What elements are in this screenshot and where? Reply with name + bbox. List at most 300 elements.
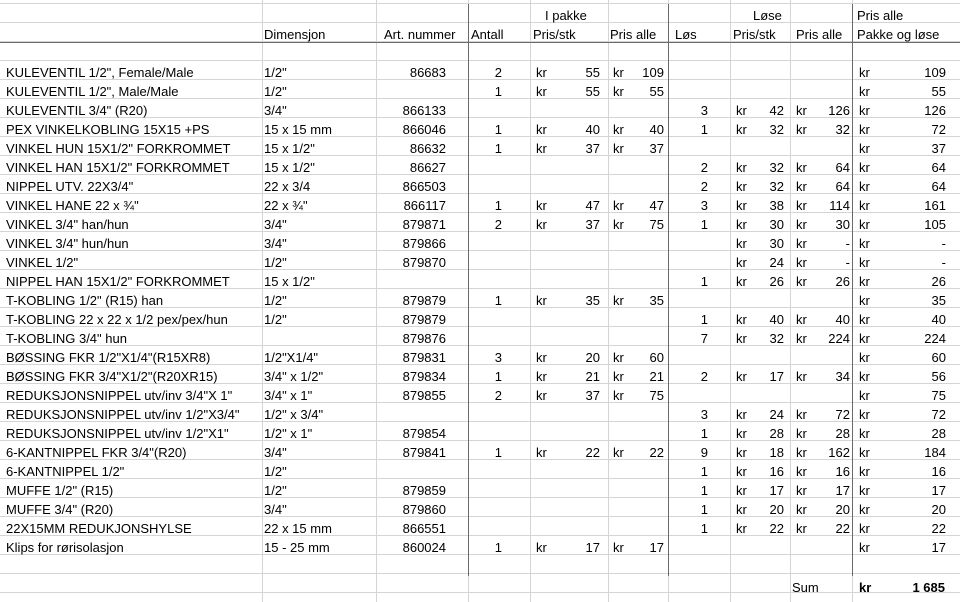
cell-pstk: 22 — [585, 445, 600, 460]
cell-los — [672, 291, 708, 310]
cell-lstk: 38 — [769, 198, 784, 213]
cell-dim: 22 x 15 mm — [264, 521, 332, 536]
cell-pstk — [560, 500, 600, 519]
cell-lalle: 20 — [835, 502, 850, 517]
cell-kr1 — [536, 329, 558, 348]
cell-name: BØSSING FKR 3/4"X1/2"(R20XR15) — [6, 369, 218, 384]
cell-lstk — [760, 63, 784, 82]
cell-total: 20 — [931, 502, 946, 517]
cell-name: KULEVENTIL 3/4" (R20) — [6, 103, 148, 118]
cell-krt: kr — [859, 217, 870, 232]
cell-lalle: 126 — [828, 103, 850, 118]
cell-palle — [636, 424, 664, 443]
cell-total: 17 — [931, 540, 946, 555]
cell-lstk: 32 — [769, 122, 784, 137]
cell-lstk — [760, 139, 784, 158]
cell-lalle: 64 — [835, 179, 850, 194]
cell-los — [672, 348, 708, 367]
cell-dim: 1/2" — [264, 312, 287, 327]
cell-palle: 22 — [649, 445, 664, 460]
cell-los: 1 — [700, 312, 708, 327]
cell-dim: 15 - 25 mm — [264, 540, 330, 555]
cell-kr4: kr — [796, 521, 807, 536]
cell-antall: 2 — [494, 217, 502, 232]
cell-kr3: kr — [736, 274, 747, 289]
cell-krt: kr — [859, 369, 870, 384]
grid-hline — [0, 22, 960, 23]
cell-pstk: 37 — [585, 217, 600, 232]
cell-pstk — [560, 234, 600, 253]
cell-kr3: kr — [736, 103, 747, 118]
cell-pstk — [560, 101, 600, 120]
cell-antall — [472, 424, 502, 443]
cell-art: 879841 — [402, 445, 446, 460]
cell-krt: kr — [859, 483, 870, 498]
cell-los — [672, 82, 708, 101]
cell-kr2 — [613, 101, 635, 120]
cell-kr2 — [613, 405, 635, 424]
cell-lstk — [760, 348, 784, 367]
cell-lstk: 42 — [769, 103, 784, 118]
cell-antall: 1 — [494, 84, 502, 99]
cell-total: 55 — [931, 84, 946, 99]
table-row — [0, 367, 960, 386]
table-row — [0, 481, 960, 500]
cell-kr3: kr — [736, 217, 747, 232]
cell-art: 879871 — [402, 217, 446, 232]
cell-kr3: kr — [736, 179, 747, 194]
cell-name: VINKEL HAN 15X1/2" FORKROMMET — [6, 160, 230, 175]
cell-kr3: kr — [736, 521, 747, 536]
cell-kr2: kr — [613, 122, 624, 137]
cell-dim: 1/2" x 1" — [264, 426, 313, 441]
cell-art: 879859 — [402, 483, 446, 498]
cell-kr1: kr — [536, 293, 547, 308]
cell-kr4: kr — [796, 274, 807, 289]
cell-name: KULEVENTIL 1/2", Male/Male — [6, 84, 179, 99]
cell-krt: kr — [859, 103, 870, 118]
cell-pstk — [560, 424, 600, 443]
cell-lalle — [820, 538, 850, 557]
cell-pstk: 21 — [585, 369, 600, 384]
cell-art: 86627 — [409, 160, 446, 175]
cell-krt: kr — [859, 293, 870, 308]
cell-kr1 — [536, 234, 558, 253]
cell-name: 6-KANTNIPPEL FKR 3/4"(R20) — [6, 445, 187, 460]
cell-kr1: kr — [536, 122, 547, 137]
cell-krt: kr — [859, 426, 870, 441]
cell-lalle: 28 — [835, 426, 850, 441]
cell-total: 56 — [931, 369, 946, 384]
cell-pstk: 47 — [585, 198, 600, 213]
cell-palle: 60 — [649, 350, 664, 365]
cell-dim: 1/2"X1/4" — [264, 350, 319, 365]
cell-kr2 — [613, 519, 635, 538]
cell-los: 1 — [700, 521, 708, 536]
table-row — [0, 101, 960, 120]
cell-dim: 1/2" — [264, 464, 287, 479]
header-art-nummer: Art. nummer — [384, 27, 456, 42]
cell-total: 40 — [931, 312, 946, 327]
cell-kr1: kr — [536, 65, 547, 80]
cell-kr1 — [536, 177, 558, 196]
cell-los: 1 — [700, 464, 708, 479]
cell-kr4: kr — [796, 369, 807, 384]
cell-pstk — [560, 462, 600, 481]
cell-dim: 1/2" — [264, 255, 287, 270]
cell-kr3: kr — [736, 407, 747, 422]
cell-krt: kr — [859, 122, 870, 137]
cell-pstk: 37 — [585, 141, 600, 156]
cell-dim: 3/4" x 1/2" — [264, 369, 324, 384]
cell-lalle: 72 — [835, 407, 850, 422]
cell-kr4: kr — [796, 255, 807, 270]
cell-palle: 75 — [649, 388, 664, 403]
cell-antall: 1 — [494, 141, 502, 156]
table-row — [0, 177, 960, 196]
cell-palle: 75 — [649, 217, 664, 232]
cell-kr1: kr — [536, 388, 547, 403]
table-row — [0, 386, 960, 405]
cell-kr4: kr — [796, 502, 807, 517]
cell-los — [672, 538, 708, 557]
cell-lalle — [820, 386, 850, 405]
cell-kr1 — [536, 500, 558, 519]
cell-dim — [264, 329, 374, 348]
cell-name: T-KOBLING 22 x 22 x 1/2 pex/pex/hun — [6, 312, 228, 327]
cell-krt: kr — [859, 407, 870, 422]
cell-lstk: 26 — [769, 274, 784, 289]
cell-kr1: kr — [536, 350, 547, 365]
cell-total: 109 — [924, 65, 946, 80]
table-row — [0, 405, 960, 424]
cell-kr3: kr — [736, 502, 747, 517]
cell-kr1 — [536, 481, 558, 500]
cell-name: REDUKSJONSNIPPEL utv/inv 1/2"X1" — [6, 426, 229, 441]
cell-lalle: 114 — [829, 198, 850, 213]
cell-kr4: kr — [796, 331, 807, 346]
cell-dim: 1/2" — [264, 84, 287, 99]
cell-antall — [472, 234, 502, 253]
cell-kr2 — [613, 272, 635, 291]
cell-lstk: 22 — [769, 521, 784, 536]
cell-total: 72 — [931, 122, 946, 137]
cell-dim: 1/2" — [264, 483, 287, 498]
cell-palle — [636, 519, 664, 538]
cell-kr3 — [736, 538, 758, 557]
cell-los: 3 — [700, 103, 708, 118]
grid-hline — [0, 60, 960, 61]
table-row — [0, 329, 960, 348]
cell-kr3: kr — [736, 464, 747, 479]
table-row — [0, 272, 960, 291]
cell-art: 860024 — [402, 540, 446, 555]
cell-kr1 — [536, 310, 558, 329]
cell-lstk: 24 — [769, 255, 784, 270]
cell-lstk: 28 — [769, 426, 784, 441]
header-pakke-og-lose: Pakke og løse — [857, 27, 940, 42]
cell-art — [380, 405, 446, 424]
cell-los: 1 — [700, 426, 708, 441]
cell-pstk — [560, 158, 600, 177]
cell-kr4: kr — [796, 464, 807, 479]
cell-lalle: 22 — [835, 521, 850, 536]
cell-art: 86632 — [409, 141, 446, 156]
cell-krt: kr — [859, 502, 870, 517]
cell-lstk: 30 — [769, 217, 784, 232]
cell-total: 184 — [924, 445, 946, 460]
cell-kr2: kr — [613, 217, 624, 232]
cell-antall: 3 — [494, 350, 502, 365]
cell-antall: 1 — [494, 122, 502, 137]
cell-kr2: kr — [613, 141, 624, 156]
cell-antall: 1 — [494, 293, 502, 308]
table-row — [0, 63, 960, 82]
cell-antall: 2 — [494, 388, 502, 403]
cell-kr3: kr — [736, 445, 747, 460]
cell-dim: 1/2" x 3/4" — [264, 407, 324, 422]
cell-kr3 — [736, 82, 758, 101]
table-row — [0, 82, 960, 101]
cell-kr4 — [796, 348, 818, 367]
cell-antall — [472, 500, 502, 519]
cell-kr4: kr — [796, 407, 807, 422]
cell-dim: 3/4" — [264, 103, 287, 118]
cell-total: 26 — [931, 274, 946, 289]
table-row — [0, 158, 960, 177]
cell-krt: kr — [859, 331, 870, 346]
cell-total: 60 — [931, 350, 946, 365]
cell-palle: 21 — [649, 369, 664, 384]
cell-total: - — [941, 255, 946, 270]
cell-kr2 — [613, 234, 635, 253]
cell-antall — [472, 481, 502, 500]
cell-dim: 1/2" — [264, 293, 287, 308]
cell-total: 105 — [924, 217, 946, 232]
cell-lalle: 30 — [835, 217, 850, 232]
table-row — [0, 462, 960, 481]
cell-los — [672, 63, 708, 82]
cell-kr3: kr — [736, 255, 747, 270]
cell-antall: 1 — [494, 198, 502, 213]
cell-dim: 3/4" — [264, 217, 287, 232]
cell-antall: 1 — [494, 369, 502, 384]
cell-kr2 — [613, 329, 635, 348]
cell-antall — [472, 158, 502, 177]
cell-palle — [636, 177, 664, 196]
cell-kr4 — [796, 386, 818, 405]
cell-lalle: 17 — [835, 483, 850, 498]
cell-kr2: kr — [613, 84, 624, 99]
cell-palle — [636, 101, 664, 120]
header-los: Løs — [675, 27, 697, 42]
cell-los: 1 — [700, 122, 708, 137]
cell-kr1 — [536, 253, 558, 272]
cell-kr1 — [536, 424, 558, 443]
cell-krt: kr — [859, 65, 870, 80]
sum-kr: kr — [859, 580, 872, 595]
cell-los — [672, 234, 708, 253]
cell-lalle — [820, 63, 850, 82]
cell-kr2 — [613, 481, 635, 500]
cell-name: NIPPEL HAN 15X1/2" FORKROMMET — [6, 274, 230, 289]
cell-kr1 — [536, 101, 558, 120]
cell-art: 879866 — [402, 236, 446, 251]
cell-art: 866133 — [402, 103, 446, 118]
cell-lstk — [760, 291, 784, 310]
cell-pstk — [560, 519, 600, 538]
cell-lalle: - — [845, 255, 850, 270]
cell-kr2 — [613, 500, 635, 519]
cell-los: 9 — [700, 445, 708, 460]
cell-dim: 3/4" — [264, 236, 287, 251]
cell-total: - — [941, 236, 946, 251]
cell-palle — [636, 462, 664, 481]
table-row — [0, 310, 960, 329]
cell-lstk — [760, 82, 784, 101]
cell-kr2: kr — [613, 369, 624, 384]
cell-kr4 — [796, 63, 818, 82]
cell-kr2 — [613, 253, 635, 272]
cell-total: 126 — [924, 103, 946, 118]
cell-los: 7 — [700, 331, 708, 346]
cell-name: Klips for rørisolasjon — [6, 540, 124, 555]
cell-art: 879870 — [402, 255, 446, 270]
cell-krt: kr — [859, 198, 870, 213]
table-row — [0, 234, 960, 253]
cell-palle: 55 — [649, 84, 664, 99]
cell-palle: 109 — [642, 65, 664, 80]
cell-palle — [636, 500, 664, 519]
cell-kr2: kr — [613, 198, 624, 213]
cell-lalle — [820, 82, 850, 101]
cell-los — [672, 139, 708, 158]
cell-total: 161 — [924, 198, 946, 213]
cell-antall — [472, 462, 502, 481]
cell-lstk — [760, 538, 784, 557]
cell-los: 1 — [700, 502, 708, 517]
cell-name: VINKEL 3/4" hun/hun — [6, 236, 129, 251]
table-row — [0, 120, 960, 139]
cell-los: 3 — [700, 198, 708, 213]
cell-name: MUFFE 1/2" (R15) — [6, 483, 114, 498]
cell-palle — [636, 158, 664, 177]
cell-name: VINKEL HUN 15X1/2" FORKROMMET — [6, 141, 231, 156]
cell-palle: 35 — [649, 293, 664, 308]
cell-kr3: kr — [736, 122, 747, 137]
header-group-prisalle: Pris alle — [857, 8, 904, 23]
cell-kr1: kr — [536, 141, 547, 156]
cell-antall — [472, 405, 502, 424]
header-group-ipakke: I pakke — [545, 8, 587, 23]
cell-palle: 17 — [649, 540, 664, 555]
cell-los: 1 — [700, 217, 708, 232]
sum-label: Sum — [792, 580, 819, 595]
grid-hline — [0, 573, 960, 574]
cell-kr1: kr — [536, 217, 547, 232]
cell-pstk — [560, 177, 600, 196]
cell-name: 22X15MM REDUKJONSHYLSE — [6, 521, 192, 536]
cell-lstk: 30 — [769, 236, 784, 251]
table-row — [0, 500, 960, 519]
cell-lstk: 32 — [769, 160, 784, 175]
cell-kr1 — [536, 405, 558, 424]
cell-kr4: kr — [796, 445, 807, 460]
cell-kr3 — [736, 139, 758, 158]
cell-kr1 — [536, 462, 558, 481]
cell-dim: 22 x ¾" — [264, 198, 308, 213]
cell-art: 879879 — [402, 293, 446, 308]
cell-total: 64 — [931, 179, 946, 194]
cell-total: 75 — [931, 388, 946, 403]
cell-kr3: kr — [736, 236, 747, 251]
cell-pstk — [560, 481, 600, 500]
cell-kr1: kr — [536, 369, 547, 384]
cell-kr4: kr — [796, 179, 807, 194]
table-row — [0, 348, 960, 367]
cell-lstk: 17 — [769, 483, 784, 498]
cell-pstk: 20 — [585, 350, 600, 365]
cell-antall — [472, 310, 502, 329]
header-group-lose: Løse — [753, 8, 782, 23]
cell-total: 16 — [931, 464, 946, 479]
cell-los: 2 — [700, 369, 708, 384]
cell-krt: kr — [859, 388, 870, 403]
cell-kr3 — [736, 386, 758, 405]
cell-art — [380, 82, 446, 101]
cell-krt: kr — [859, 160, 870, 175]
cell-krt: kr — [859, 445, 870, 460]
cell-name: NIPPEL UTV. 22X3/4" — [6, 179, 134, 194]
cell-lalle: - — [845, 236, 850, 251]
cell-lstk: 32 — [769, 331, 784, 346]
table-row — [0, 519, 960, 538]
cell-los — [672, 253, 708, 272]
cell-kr4: kr — [796, 217, 807, 232]
cell-antall — [472, 253, 502, 272]
cell-krt: kr — [859, 141, 870, 156]
cell-kr3: kr — [736, 483, 747, 498]
cell-pstk: 17 — [585, 540, 600, 555]
cell-total: 35 — [931, 293, 946, 308]
cell-kr1: kr — [536, 445, 547, 460]
cell-total: 64 — [931, 160, 946, 175]
cell-kr2: kr — [613, 445, 624, 460]
cell-art: 879834 — [402, 369, 446, 384]
cell-art: 866503 — [402, 179, 446, 194]
cell-lalle: 40 — [835, 312, 850, 327]
cell-kr4 — [796, 139, 818, 158]
cell-krt: kr — [859, 540, 870, 555]
cell-pstk: 55 — [585, 65, 600, 80]
cell-art: 866551 — [402, 521, 446, 536]
cell-krt: kr — [859, 350, 870, 365]
cell-palle — [636, 310, 664, 329]
cell-los — [672, 386, 708, 405]
cell-krt: kr — [859, 179, 870, 194]
cell-antall — [472, 272, 502, 291]
cell-lalle: 26 — [835, 274, 850, 289]
cell-krt: kr — [859, 521, 870, 536]
header-dimensjon: Dimensjon — [264, 27, 326, 42]
cell-kr2: kr — [613, 293, 624, 308]
cell-los: 3 — [700, 407, 708, 422]
cell-antall — [472, 329, 502, 348]
cell-kr4 — [796, 538, 818, 557]
cell-palle — [636, 329, 664, 348]
cell-name: VINKEL 3/4" han/hun — [6, 217, 129, 232]
cell-art: 879854 — [402, 426, 446, 441]
